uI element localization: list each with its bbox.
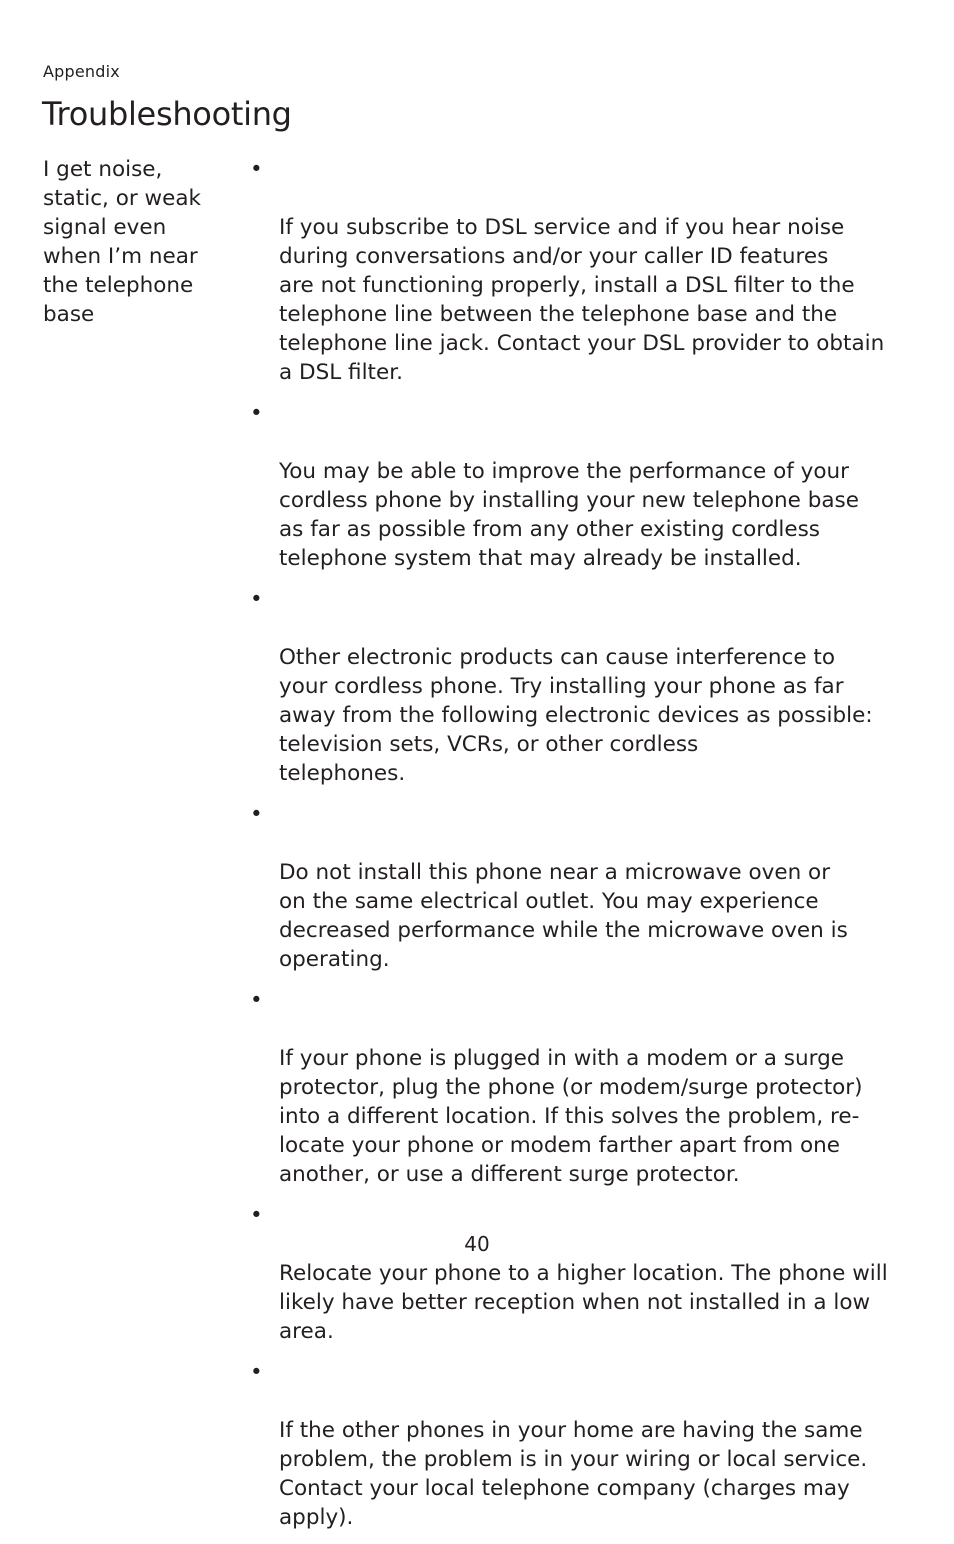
solution-text: If you subscribe to DSL service and if you hear noise during conversations and/or your caller ID features are not functioning properly, install a DSL filter to the telephone line between the telephone base and the telephone line jack. Contact your DSL provider to obtain a DSL filter. (279, 215, 885, 385)
solution-text: If the other phones in your home are having the same problem, the problem is in your wiring or local service. Contact your local telephone company (charges may apply). (279, 1418, 868, 1530)
problem-description: I get noise, static, or weak signal even when I’m near the telephone base (43, 157, 201, 327)
solution-text: Other electronic products can cause interference to your cordless phone. Try installing your phone as far away from the following electronic devices as possible: television sets, VCRs, or other cordless telephones. (279, 645, 873, 786)
solution-text: If your phone is plugged in with a modem or a surge protector, plug the phone (or modem/surge protector) into a different location. If this solves the problem, re- locate your phone or modem farther apart from one another, or use a different surge protector. (279, 1046, 863, 1187)
bullet-icon: • (250, 401, 263, 426)
solution-item (249, 585, 909, 788)
page-number: 40 (464, 1232, 490, 1256)
page-title: Troubleshooting (42, 95, 292, 133)
solution-item (249, 986, 909, 1189)
bullet-icon: • (250, 587, 263, 612)
bullet-icon: • (250, 157, 263, 182)
bullet-icon: • (250, 988, 263, 1013)
solution-item (249, 1201, 909, 1346)
bullet-icon: • (250, 802, 263, 827)
solution-item (249, 800, 909, 974)
solution-item (249, 155, 909, 387)
section-label: Appendix (43, 62, 120, 81)
solution-list (249, 155, 909, 1544)
solution-text: You may be able to improve the performance of your cordless phone by installing your new telephone base as far as possible from any other existing cordless telephone system that may already be installed. (279, 459, 859, 571)
bullet-icon: • (250, 1360, 263, 1385)
bullet-icon: • (250, 1203, 263, 1228)
solution-item (249, 399, 909, 573)
solution-item (249, 1358, 909, 1532)
solution-text: Relocate your phone to a higher location. The phone will likely have better reception when not installed in a low area. (279, 1261, 888, 1344)
solution-text: Do not install this phone near a microwave oven or on the same electrical outlet. You may experience decreased performance while the microwave oven is operating. (279, 860, 848, 972)
